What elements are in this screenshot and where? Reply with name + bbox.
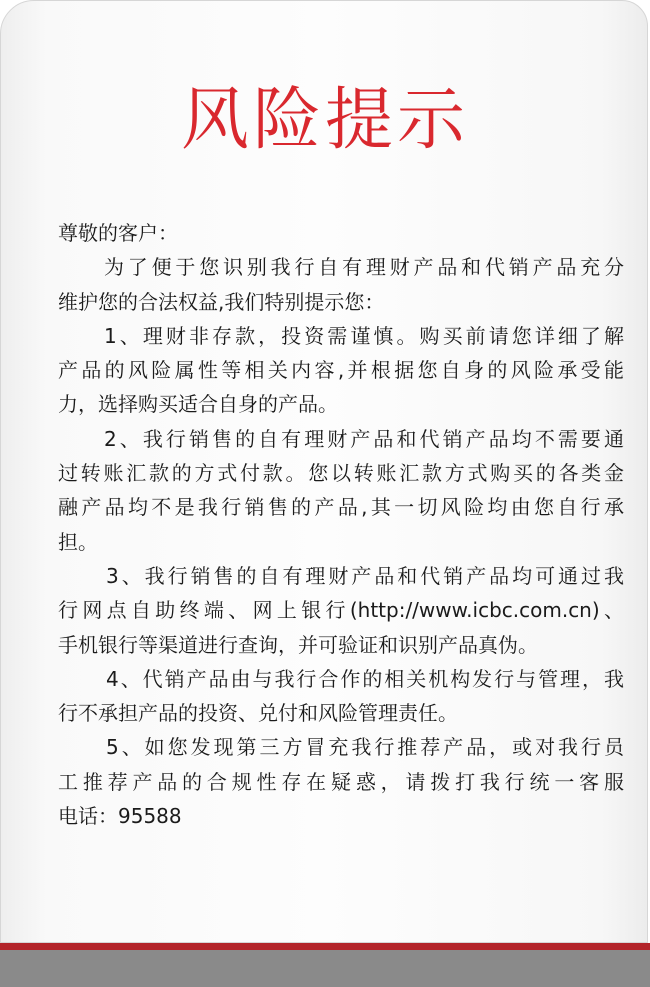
item-2-line-4: 担。 bbox=[58, 529, 98, 554]
item-4-line-2: 行不承担产品的投资、兑付和风险管理责任。 bbox=[58, 701, 458, 726]
item-2-line-3: 融产品均不是我行销售的产品,其一切风险均由您自行承 bbox=[58, 495, 624, 520]
item-1-line-1: 1、理财非存款，投资需谨慎。购买前请您详细了解 bbox=[104, 323, 624, 348]
footer-gray-band bbox=[0, 950, 650, 987]
item-5-line-2: 工推荐产品的合规性存在疑惑，请拨打我行统一客服 bbox=[58, 769, 624, 794]
item-3-line-3: 手机银行等渠道进行查询，并可验证和识别产品真伪。 bbox=[58, 632, 538, 657]
page-title: 风险提示 bbox=[180, 81, 469, 160]
item-1-line-3: 力，选择购买适合自身的产品。 bbox=[58, 392, 338, 417]
item-5-line-1: 5、如您发现第三方冒充我行推荐产品，或对我行员 bbox=[106, 735, 624, 760]
item-3-line-1: 3、我行销售的自有理财产品和代销产品均可通过我 bbox=[106, 563, 624, 588]
notice-body bbox=[58, 216, 624, 833]
intro-line-1: 为了便于您识别我行自有理财产品和代销产品充分 bbox=[104, 255, 624, 280]
salutation: 尊敬的客户： bbox=[58, 221, 178, 245]
item-2-line-2: 过转账汇款的方式付款。您以转账汇款方式购买的各类金 bbox=[58, 461, 624, 486]
item-3-line-2: 行网点自助终端、网上银行(http://www.icbc.com.cn)、 bbox=[58, 598, 624, 623]
item-5-line-3: 电话：95588 bbox=[58, 804, 182, 829]
item-2-line-1: 2、我行销售的自有理财产品和代销产品均不需要通 bbox=[104, 426, 624, 451]
item-1-line-2: 产品的风险属性等相关内容,并根据您自身的风险承受能 bbox=[58, 358, 624, 383]
intro-line-2: 维护您的合法权益,我们特别提示您： bbox=[58, 289, 385, 314]
item-4-line-1: 4、代销产品由与我行合作的相关机构发行与管理，我 bbox=[106, 666, 624, 691]
footer-red-stripe bbox=[0, 943, 650, 950]
